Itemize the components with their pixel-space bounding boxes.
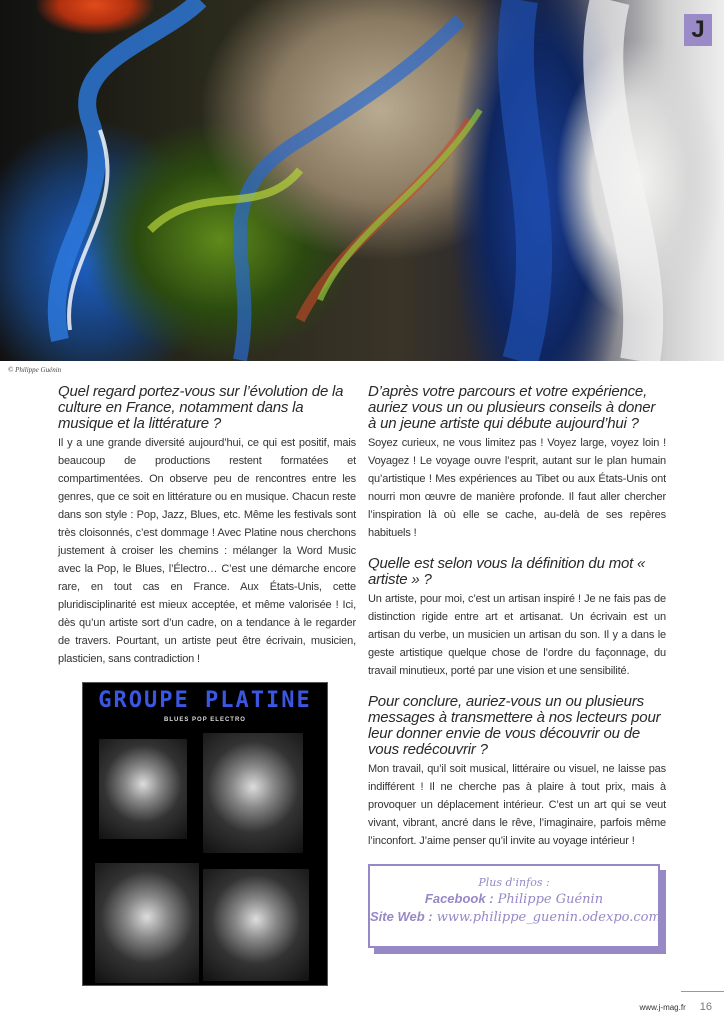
interview-section	[58, 384, 356, 668]
musician-photo	[99, 739, 187, 839]
info-heading: Plus d'infos :	[478, 876, 550, 889]
interview-section	[368, 694, 666, 850]
groupe-platine-poster	[82, 682, 328, 986]
question-heading: Pour conclure, auriez-vous un ou plusieurs messages à transmettere à nos lecteurs pour leur donner envie de vous découvrir ou de vous redécouvrir ?	[368, 693, 661, 758]
answer-text: Un artiste, pour moi, c’est un artisan inspiré ! Je ne fais pas de distinction rigide entre art et artisanat. Un écrivain est un artisan du verbe, un musicien un artisan du son. Il y a dans le geste artistique quelque chose de l’ordre du façonnage, du travail minutieux, porté par une vision et une sensibilité.	[368, 593, 666, 677]
info-box	[368, 864, 660, 948]
interview-section	[368, 384, 666, 542]
facebook-link[interactable]: Philippe Guénin	[497, 892, 604, 907]
page-number: 16	[699, 1001, 712, 1013]
answer-text: Soyez curieux, ne vous limitez pas ! Voyez large, voyez loin ! Voyagez ! Le voyage ouvre l’esprit, autant sur le plan humain qu’artistique ! Mes expériences au Tibet ou aux États-Unis ont nourri mon œuvre de manière profonde. Il faut aller chercher l’inspiration là où elle se cache, au-delà de ses repères habituels !	[368, 437, 666, 539]
j-mag-logo: J	[684, 14, 712, 46]
interview-section	[368, 556, 666, 680]
website-label: Site Web :	[370, 909, 433, 924]
question-heading: Quel regard portez-vous sur l’évolution de la culture en France, notamment dans la musique et la littérature ?	[58, 383, 344, 432]
drummer-photo	[203, 869, 309, 981]
question-heading: D’après votre parcours et votre expérience, auriez vous un ou plusieurs conseils à doner à un jeune artiste qui débute aujourd’hui ?	[368, 383, 656, 432]
footer-divider	[681, 991, 724, 992]
answer-text: Il y a une grande diversité aujourd’hui, ce qui est positif, mais beaucoup de productions restent formatées et compartimentées. On observe peu de rencontres entre les genres, que ce soit en littérature ou en musique. Chacun reste dans son style : Pop, Jazz, Blues, etc. Même les festivals sont très cloisonnés, c’est dommage ! Avec Platine nous cherchons justement à croiser les chemins : mélanger la Word Music avec la Pop, le Blues, l’Électro… C’est une démarche encore rare, en tout cas en France. Aux États-Unis, cette pluridisciplinarité est mieux acceptée, et même valorisée ! Ici, dès qu’un artiste sort d’un cadre, on a tendance à le regarder de travers. Pourtant, un artiste peut être écrivain, musicien, plasticien, sans contradiction !	[58, 437, 356, 665]
right-column	[368, 384, 666, 948]
singer-photo	[203, 733, 303, 853]
website-link[interactable]: www.philippe_guenin.odexpo.com	[436, 910, 661, 925]
facebook-label: Facebook :	[424, 891, 494, 906]
website-line	[370, 909, 661, 925]
footer-site-link[interactable]: www.j-mag.fr	[639, 1003, 686, 1012]
poster-subtitle: BLUES POP ELECTRO	[164, 717, 246, 723]
artwork-strokes	[0, 0, 724, 361]
answer-text: Mon travail, qu’il soit musical, littéraire ou visuel, ne laisse pas indifférent ! Il ne cherche pas à plaire à tout prix, mais à provoquer un déplacement intérieur. C’est un art qui se veut vivant, vibrant, ancré dans le rêve, l’imaginaire, parfois même l’inconfort. J’aime penser qu’il invite au voyage intérieur !	[368, 763, 666, 847]
abstract-artwork-image	[0, 0, 724, 361]
photo-credit: © Philippe Guénin	[8, 366, 62, 374]
facebook-line	[370, 891, 658, 907]
poster-title: GROUPE PLATINE	[98, 688, 312, 713]
guitarist-photo	[95, 863, 199, 983]
question-heading: Quelle est selon vous la définition du mot « artiste » ?	[368, 555, 646, 588]
footer	[640, 1001, 712, 1013]
left-column	[58, 384, 356, 986]
